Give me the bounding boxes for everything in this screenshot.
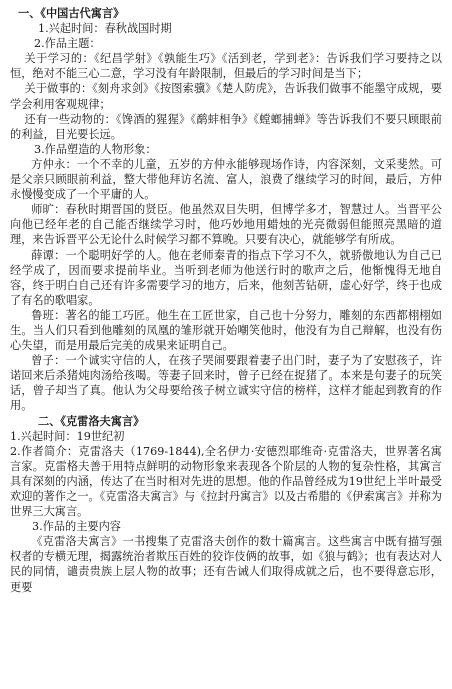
character-fang-zhongyong: 方仲永：一个不幸的儿童，五岁的方仲永能够现场作诗，内容深刻，文采斐然。可是父亲只顾眼前利益，整大带他拜访名流、富人，浪费了继续学习的时间，最后，方仲永慢慢变成了一个平庸的人。 <box>10 157 442 202</box>
theme-animals: 还有一些动物的：《馋酒的猩猩》《鹬蚌相争》《螳螂捕蝉》等告诉我们不要只顾眼前的利益，目光要长远。 <box>10 112 442 141</box>
character-zeng-zi: 曾子：一个诚实守信的人，在孩子哭闹要跟着妻子出门时，妻子为了安慰孩子，许诺回来后杀猪炖肉汤给孩喝。等妻子回来时，曾子已经在捉猪了。本来是句妻子的玩笑话，曾子却当了真。他认为父母要给孩子树立诚实守信的榜样，这样才能起到教育的作用。 <box>10 354 442 413</box>
section1-title: 一、《中国古代寓言》 <box>18 6 125 20</box>
theme-study: 关于学习的：《纪昌学射》《孰能生巧》《活到老，学到老》：告诉我们学习要持之以恒，绝对不能三心二意，学习没有年龄限制，但最后的学习时间是当下； <box>10 52 442 81</box>
section1-themes-heading: 2.作品主题： <box>34 37 101 51</box>
section1-characters-heading: 3.作品塑造的人物形象： <box>34 142 157 156</box>
section2-era: 1.兴起时间：19世纪初 <box>10 429 125 443</box>
section2-author: 2.作者简介：克雷洛夫（1769-1844),全名伊力·安德烈耶维奇·克雷洛夫，世界著名寓言家。克雷格夫善于用特点鲜明的动物形象来表现各个阶层的人物的复杂性格，其寓言具有深刻的内涵，传达了在当时相对先进的思想。他的作品曾经成为19世纪上半叶最受欢迎的著作之一。《克雷洛夫寓言》与《拉封丹寓言》以及古希腊的《伊索寓言》并称为世界三大寓言。 <box>10 444 442 519</box>
character-lu-ban: 鲁班：著名的能工巧匠。他生在工匠世家，自己也十分努力，雕刻的东西都栩栩如生。当人们只看到他雕刻的凤凰的雏形就开始嘲笑他时，他没有为自己辩解，也没有伤心失望，而是用最后完美的成果来证明自己。 <box>10 308 442 353</box>
section2-content: 《克雷洛夫寓言》一书搜集了克雷洛夫创作的数十篇寓言。这些寓言中既有描写强权者的专横无理，揭露统治者欺压百姓的狡诈伎俩的故事，如《狼与鹤》；也有表达对人民的同情，谴责贵族上层人物的故事；还有告诫人们取得成就之后，也不要得意忘形，更要 <box>10 535 442 594</box>
character-xue-tan: 薛谭：一个聪明好学的人。他在老师秦青的指点下学习不久，就骄傲地认为自己已经学成了，因而要求提前毕业。当听到老师为他送行时的歌声之后，他惭愧得无地自容，终于明白自己还有许多需要学习的地方，后来，他刻苦钻研，虚心好学，终于也成了有名的歌唱家。 <box>10 248 442 307</box>
character-shi-kuang: 师旷：春秋时期晋国的贤臣。他虽然双目失明，但博学多才，智慧过人。当晋平公向他已经年老的自己能否继续学习时，他巧妙地用蜡烛的光亮微弱但能照亮黑暗的道理，来告诉晋平公无论什么时候学习都不算晚。只要有决心，就能够学有所成。 <box>10 203 442 247</box>
section1-era: 1.兴起时间：春秋战国时期 <box>38 22 172 36</box>
section2-content-heading: 3.作品的主要内容 <box>32 520 121 534</box>
section2-title: 二、《克雷洛夫寓言》 <box>38 413 145 428</box>
theme-work: 关于做事的：《刻舟求剑》《按图索骥》《楚人防虎》，告诉我们做事不能墨守成规，要学会利用客观规律； <box>10 82 442 111</box>
